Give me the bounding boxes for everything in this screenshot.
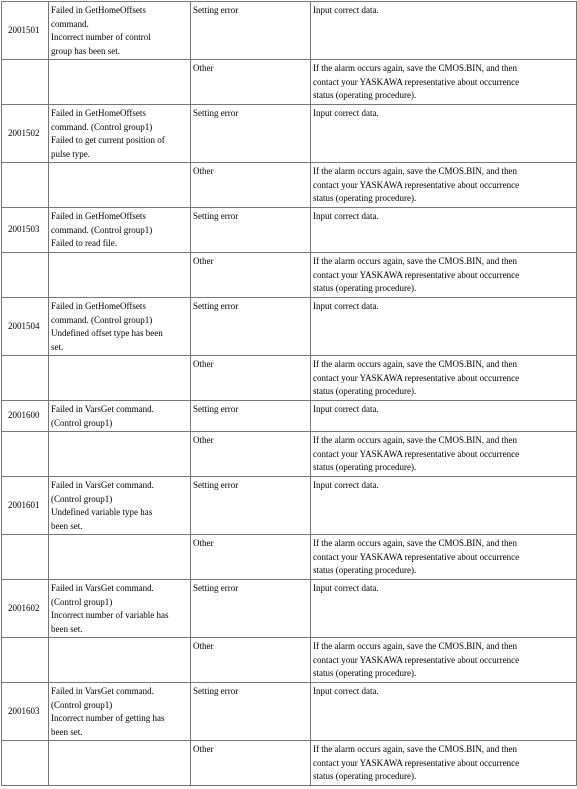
empty-code-cell [2, 356, 49, 401]
remedy-line: Input correct data. [313, 5, 379, 15]
empty-description-cell [49, 741, 191, 786]
remedy-other [311, 432, 577, 477]
empty-code-cell [2, 253, 49, 298]
cause-other: Other [191, 60, 311, 105]
remedy-setting-error [311, 2, 577, 60]
remedy-line: contact your YASKAWA representative about occurrence [313, 269, 520, 280]
remedy-other [311, 741, 577, 786]
cause-setting-error: Setting error [191, 477, 311, 535]
alarm-code: 2001501 [2, 2, 49, 60]
cause-setting-error: Setting error [191, 683, 311, 741]
remedy-line: status (operating procedure). [313, 283, 417, 293]
table-row [2, 432, 577, 477]
description-line: Incorrect number of getting has [51, 713, 165, 723]
description-line: (Control group1) [51, 417, 113, 428]
cause-other: Other [191, 741, 311, 786]
empty-code-cell [2, 741, 49, 786]
cause-setting-error: Setting error [191, 580, 311, 638]
table-row [2, 298, 577, 356]
description-line: Failed in GetHomeOffsets [51, 108, 146, 118]
description-line: Incorrect number of variable has [51, 610, 169, 620]
alarm-code: 2001503 [2, 208, 49, 253]
table-row [2, 163, 577, 208]
remedy-line: Input correct data. [313, 211, 379, 221]
remedy-line: contact your YASKAWA representative about occurrence [313, 76, 520, 87]
alarm-table-body [2, 2, 577, 786]
remedy-line: status (operating procedure). [313, 462, 417, 472]
remedy-setting-error [311, 208, 577, 253]
description-line: Failed in VarsGet command. [51, 480, 154, 490]
remedy-line: Input correct data. [313, 404, 379, 414]
remedy-line: contact your YASKAWA representative about occurrence [313, 372, 520, 383]
remedy-line: contact your YASKAWA representative about occurrence [313, 448, 520, 459]
description-line: been set. [51, 726, 83, 737]
remedy-line: Input correct data. [313, 480, 379, 490]
remedy-line: If the alarm occurs again, save the CMOS.BIN, and then [313, 166, 517, 176]
remedy-setting-error [311, 105, 577, 163]
alarm-description [49, 683, 191, 741]
description-line: been set. [51, 520, 83, 531]
alarm-description [49, 298, 191, 356]
table-row [2, 741, 577, 786]
table-row [2, 105, 577, 163]
table-row [2, 253, 577, 298]
empty-description-cell [49, 535, 191, 580]
table-row [2, 580, 577, 638]
cause-other: Other [191, 253, 311, 298]
table-row [2, 683, 577, 741]
alarm-description [49, 208, 191, 253]
remedy-other [311, 60, 577, 105]
remedy-setting-error [311, 580, 577, 638]
empty-code-cell [2, 638, 49, 683]
cause-other: Other [191, 535, 311, 580]
remedy-setting-error [311, 298, 577, 356]
alarm-table [1, 1, 577, 786]
description-line: (Control group1) [51, 699, 113, 710]
remedy-other [311, 638, 577, 683]
description-line: Undefined variable type has [51, 507, 153, 517]
remedy-other [311, 253, 577, 298]
table-row [2, 356, 577, 401]
cause-other: Other [191, 432, 311, 477]
empty-code-cell [2, 163, 49, 208]
description-line: Failed to read file. [51, 238, 117, 248]
alarm-description [49, 105, 191, 163]
table-row [2, 2, 577, 60]
remedy-line: contact your YASKAWA representative about occurrence [313, 654, 520, 665]
empty-description-cell [49, 638, 191, 683]
alarm-description [49, 580, 191, 638]
remedy-line: If the alarm occurs again, save the CMOS.BIN, and then [313, 359, 517, 369]
table-row [2, 477, 577, 535]
description-line: Failed in VarsGet command. [51, 583, 154, 593]
remedy-line: status (operating procedure). [313, 90, 417, 100]
empty-code-cell [2, 60, 49, 105]
cause-other: Other [191, 163, 311, 208]
description-line: Failed in GetHomeOffsets [51, 301, 146, 311]
description-line: Failed to get current position of [51, 135, 165, 145]
remedy-line: contact your YASKAWA representative about occurrence [313, 179, 520, 190]
alarm-description [49, 2, 191, 60]
cause-other: Other [191, 638, 311, 683]
description-line: Failed in VarsGet command. [51, 404, 154, 414]
description-line: been set. [51, 623, 83, 634]
remedy-line: status (operating procedure). [313, 193, 417, 203]
alarm-code: 2001603 [2, 683, 49, 741]
remedy-other [311, 535, 577, 580]
remedy-setting-error [311, 401, 577, 432]
remedy-other [311, 356, 577, 401]
cause-setting-error: Setting error [191, 298, 311, 356]
remedy-setting-error [311, 683, 577, 741]
alarm-code: 2001504 [2, 298, 49, 356]
description-line: Failed in VarsGet command. [51, 686, 154, 696]
alarm-code: 2001600 [2, 401, 49, 432]
remedy-line: If the alarm occurs again, save the CMOS.BIN, and then [313, 63, 517, 73]
description-line: command. (Control group1) [51, 121, 153, 132]
alarm-code: 2001602 [2, 580, 49, 638]
alarm-code: 2001601 [2, 477, 49, 535]
cause-setting-error: Setting error [191, 105, 311, 163]
cause-setting-error: Setting error [191, 208, 311, 253]
empty-code-cell [2, 432, 49, 477]
table-row [2, 208, 577, 253]
remedy-line: If the alarm occurs again, save the CMOS.BIN, and then [313, 641, 517, 651]
table-row [2, 60, 577, 105]
remedy-setting-error [311, 477, 577, 535]
remedy-other [311, 163, 577, 208]
remedy-line: status (operating procedure). [313, 771, 417, 781]
empty-code-cell [2, 535, 49, 580]
cause-other: Other [191, 356, 311, 401]
remedy-line: status (operating procedure). [313, 565, 417, 575]
remedy-line: Input correct data. [313, 108, 379, 118]
empty-description-cell [49, 356, 191, 401]
description-line: (Control group1) [51, 493, 113, 504]
description-line: set. [51, 341, 64, 352]
remedy-line: If the alarm occurs again, save the CMOS.BIN, and then [313, 538, 517, 548]
remedy-line: If the alarm occurs again, save the CMOS.BIN, and then [313, 435, 517, 445]
table-row [2, 401, 577, 432]
cause-setting-error: Setting error [191, 401, 311, 432]
description-line: Incorrect number of control [51, 32, 151, 42]
description-line: pulse type. [51, 148, 90, 159]
remedy-line: If the alarm occurs again, save the CMOS.BIN, and then [313, 256, 517, 266]
remedy-line: contact your YASKAWA representative about occurrence [313, 551, 520, 562]
remedy-line: status (operating procedure). [313, 668, 417, 678]
remedy-line: Input correct data. [313, 686, 379, 696]
description-line: group has been set. [51, 45, 120, 56]
table-row [2, 535, 577, 580]
remedy-line: If the alarm occurs again, save the CMOS.BIN, and then [313, 744, 517, 754]
description-line: Undefined offset type has been [51, 328, 163, 338]
remedy-line: Input correct data. [313, 583, 379, 593]
description-line: command. (Control group1) [51, 314, 153, 325]
description-line: (Control group1) [51, 596, 113, 607]
description-line: Failed in GetHomeOffsets [51, 5, 146, 15]
empty-description-cell [49, 253, 191, 298]
alarm-description [49, 401, 191, 432]
description-line: command. [51, 18, 89, 29]
remedy-line: Input correct data. [313, 301, 379, 311]
empty-description-cell [49, 432, 191, 477]
empty-description-cell [49, 60, 191, 105]
alarm-description [49, 477, 191, 535]
alarm-code: 2001502 [2, 105, 49, 163]
cause-setting-error: Setting error [191, 2, 311, 60]
table-row [2, 638, 577, 683]
remedy-line: status (operating procedure). [313, 386, 417, 396]
empty-description-cell [49, 163, 191, 208]
description-line: command. (Control group1) [51, 224, 153, 235]
description-line: Failed in GetHomeOffsets [51, 211, 146, 221]
remedy-line: contact your YASKAWA representative about occurrence [313, 757, 520, 768]
